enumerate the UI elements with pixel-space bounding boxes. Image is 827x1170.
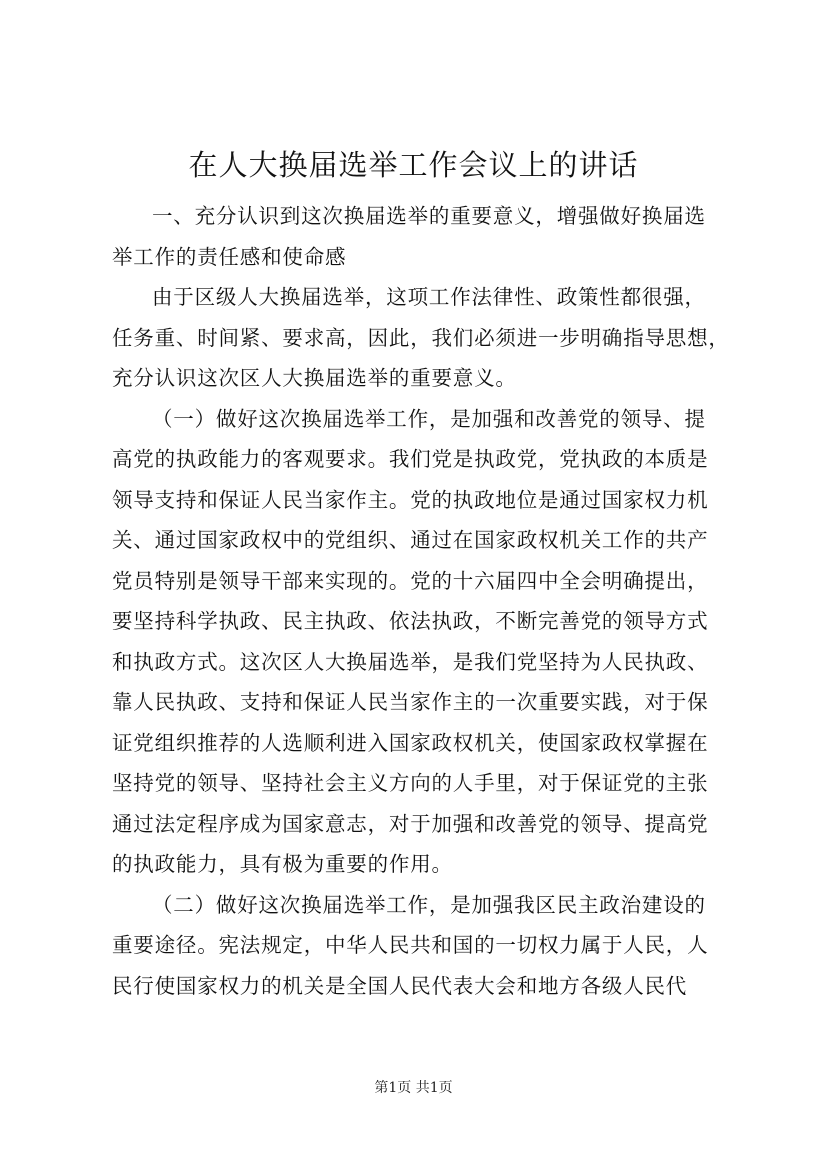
paragraph-point-one (112, 399, 752, 885)
paragraph-line: 坚持党的领导、坚持社会主义方向的人手里，对于保证党的主张 (112, 771, 709, 795)
paragraph-line: 由于区级人大换届选举，这项工作法律性、政策性都很强， (152, 285, 706, 309)
paragraph-line: 民行使国家权力的机关是全国人民代表大会和地方各级人民代 (112, 973, 688, 998)
document-title: 在人大换届选举工作会议上的讲话 (188, 148, 639, 182)
paragraph-line: 通过法定程序成为国家意志，对于加强和改善党的领导、提高党 (112, 811, 709, 836)
paragraph-point-two (112, 885, 752, 1007)
paragraph-line: 关、通过国家政权中的党组织、通过在国家政权机关工作的共产 (112, 528, 709, 552)
paragraph-line: 任务重、时间紧、要求高，因此，我们必须进一步明确指导思想， (112, 325, 730, 350)
paragraph-line: 的执政能力，具有极为重要的作用。 (112, 852, 453, 876)
paragraph-line: 高党的执政能力的客观要求。我们党是执政党，党执政的本质是 (112, 447, 709, 471)
paragraph-line: 领导支持和保证人民当家作主。党的执政地位是通过国家权力机 (112, 487, 709, 512)
paragraph-line: 要坚持科学执政、民主执政、依法执政，不断完善党的领导方式 (112, 609, 709, 633)
paragraph-line: 和执政方式。这次区人大换届选举，是我们党坚持为人民执政、 (112, 649, 709, 674)
paragraph-line: 靠人民执政、支持和保证人民当家作主的一次重要实践，对于保 (112, 690, 709, 714)
page-number-footer: 第1页 共1页 (374, 1080, 453, 1096)
paragraph-line: 党员特别是领导干部来实现的。党的十六届四中全会明确提出， (112, 568, 709, 593)
paragraph-line: 举工作的责任感和使命感 (112, 244, 347, 269)
paragraph-intro (112, 277, 752, 399)
document-body (112, 196, 752, 1006)
paragraph-section-heading (112, 196, 752, 277)
paragraph-line: 充分认识这次区人大换届选举的重要意义。 (112, 366, 517, 390)
paragraph-line: （一）做好这次换届选举工作，是加强和改善党的领导、提 (152, 406, 706, 431)
paragraph-line: （二）做好这次换届选举工作，是加强我区民主政治建设的 (152, 892, 706, 917)
paragraph-line: 一、充分认识到这次换届选举的重要意义，增强做好换届选 (152, 204, 706, 228)
paragraph-line: 重要途径。宪法规定，中华人民共和国的一切权力属于人民，人 (112, 933, 709, 957)
paragraph-line: 证党组织推荐的人选顺利进入国家政权机关，使国家政权掌握在 (112, 730, 709, 755)
